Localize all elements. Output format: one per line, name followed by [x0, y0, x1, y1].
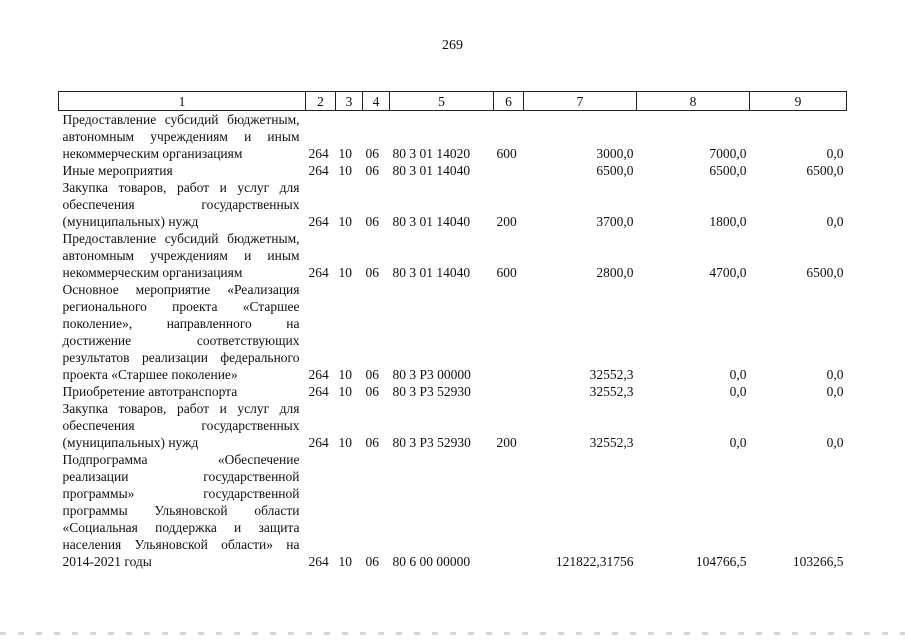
table-row	[59, 162, 847, 179]
cell-section: 10	[338, 435, 352, 450]
budget-table	[58, 91, 847, 570]
scan-artifact-line	[0, 632, 905, 635]
cell-subsection: 06	[365, 146, 379, 161]
row-name: Приобретение автотранспорта	[62, 384, 238, 399]
cell-amount-7: 3000,0	[596, 146, 634, 161]
column-header-5: 5	[390, 92, 494, 111]
page-number: 269	[442, 38, 463, 53]
row-name: Иные мероприятия	[62, 163, 173, 178]
table-row	[59, 111, 847, 163]
cell-ministry: 264	[308, 265, 329, 280]
cell-amount-8: 0,0	[729, 384, 747, 399]
cell-amount-9: 0,0	[826, 435, 844, 450]
cell-ministry: 264	[308, 435, 329, 450]
cell-amount-7: 6500,0	[596, 163, 634, 178]
cell-target-article: 80 3 01 14040	[392, 265, 471, 280]
cell-expense-type	[494, 451, 524, 570]
cell-target-article: 80 3 01 14040	[392, 163, 471, 178]
cell-subsection: 06	[365, 265, 379, 280]
row-name: Закупка товаров, работ и услуг для обеспечения государственных (муниципальных) нужд	[62, 180, 300, 229]
cell-amount-7: 32552,3	[589, 367, 634, 382]
cell-section: 10	[338, 146, 352, 161]
cell-target-article: 80 3 P3 52930	[392, 435, 471, 450]
table-row	[59, 179, 847, 230]
cell-section: 10	[338, 163, 352, 178]
cell-ministry: 264	[308, 554, 329, 569]
row-name: Основное мероприятие «Реализация регионального проекта «Старшее поколение», направленного на достижение соответствующих результатов реализации федерального проекта «Старшее поколение»	[62, 282, 300, 382]
cell-subsection: 06	[365, 554, 379, 569]
cell-amount-9: 6500,0	[806, 265, 844, 280]
column-header-3: 3	[336, 92, 363, 111]
cell-amount-9: 6500,0	[806, 163, 844, 178]
cell-expense-type	[494, 383, 524, 400]
cell-expense-type	[494, 162, 524, 179]
table-row	[59, 383, 847, 400]
cell-target-article: 80 3 01 14040	[392, 214, 471, 229]
column-header-8: 8	[637, 92, 750, 111]
cell-target-article: 80 3 01 14020	[392, 146, 471, 161]
cell-amount-7: 121822,31756	[555, 554, 634, 569]
column-header-6: 6	[494, 92, 524, 111]
cell-amount-8: 6500,0	[709, 163, 747, 178]
cell-target-article: 80 3 P3 52930	[392, 384, 471, 399]
cell-subsection: 06	[365, 214, 379, 229]
table-row	[59, 230, 847, 281]
table-header-row	[59, 92, 847, 111]
cell-amount-9: 0,0	[826, 384, 844, 399]
row-name: Подпрограмма «Обеспечение реализации государственной программы» государственной программы Ульяновской области «Социальная поддержка и защита населения Ульяновской области» на 2014-2021 годы	[62, 452, 300, 569]
row-name: Предоставление субсидий бюджетным, автономным учреждениям и иным некоммерческим организациям	[62, 112, 300, 161]
row-name: Закупка товаров, работ и услуг для обеспечения государственных (муниципальных) нужд	[62, 401, 300, 450]
cell-section: 10	[338, 367, 352, 382]
cell-ministry: 264	[308, 214, 329, 229]
cell-amount-7: 32552,3	[589, 435, 634, 450]
cell-section: 10	[338, 554, 352, 569]
column-header-4: 4	[363, 92, 390, 111]
cell-subsection: 06	[365, 367, 379, 382]
cell-target-article: 80 6 00 00000	[392, 554, 471, 569]
cell-expense-type	[494, 281, 524, 383]
cell-amount-8: 104766,5	[695, 554, 747, 569]
cell-amount-8: 0,0	[729, 367, 747, 382]
column-header-9: 9	[750, 92, 847, 111]
table-row	[59, 400, 847, 451]
cell-amount-7: 2800,0	[596, 265, 634, 280]
cell-subsection: 06	[365, 384, 379, 399]
cell-amount-7: 32552,3	[589, 384, 634, 399]
column-header-7: 7	[524, 92, 637, 111]
column-header-2: 2	[306, 92, 336, 111]
cell-amount-8: 7000,0	[709, 146, 747, 161]
cell-section: 10	[338, 384, 352, 399]
cell-subsection: 06	[365, 435, 379, 450]
cell-subsection: 06	[365, 163, 379, 178]
cell-amount-7: 3700,0	[596, 214, 634, 229]
table-row	[59, 281, 847, 383]
cell-expense-type: 600	[496, 265, 517, 280]
cell-amount-8: 4700,0	[709, 265, 747, 280]
cell-amount-9: 103266,5	[792, 554, 844, 569]
cell-amount-9: 0,0	[826, 214, 844, 229]
cell-amount-8: 0,0	[729, 435, 747, 450]
row-name: Предоставление субсидий бюджетным, автономным учреждениям и иным некоммерческим организациям	[62, 231, 300, 280]
cell-expense-type: 600	[496, 146, 517, 161]
cell-ministry: 264	[308, 384, 329, 399]
cell-expense-type: 200	[496, 214, 517, 229]
cell-amount-9: 0,0	[826, 367, 844, 382]
cell-section: 10	[338, 265, 352, 280]
column-header-1: 1	[59, 92, 306, 111]
cell-expense-type: 200	[496, 435, 517, 450]
cell-section: 10	[338, 214, 352, 229]
cell-ministry: 264	[308, 163, 329, 178]
cell-target-article: 80 3 P3 00000	[392, 367, 471, 382]
cell-ministry: 264	[308, 146, 329, 161]
cell-amount-8: 1800,0	[709, 214, 747, 229]
cell-ministry: 264	[308, 367, 329, 382]
cell-amount-9: 0,0	[826, 146, 844, 161]
table-row	[59, 451, 847, 570]
